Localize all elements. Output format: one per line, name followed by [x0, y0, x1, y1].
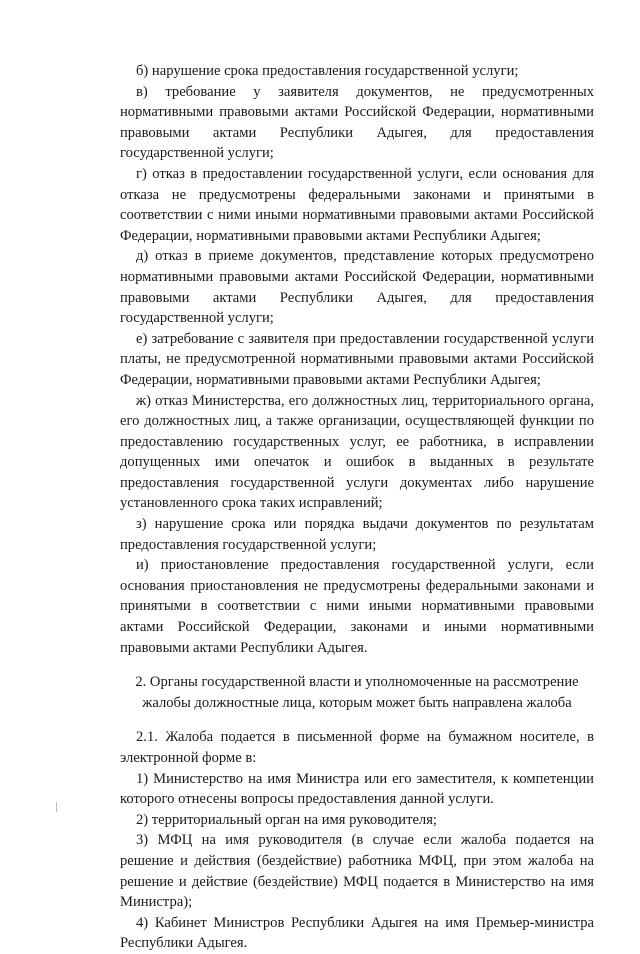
list-item-g: г) отказ в предоставлении государственной услуги, если основания для отказа не предусмотрены федеральными законами и принятыми в соответствии с ними иными нормативными правовыми актами Российской Федерации, нормативными правовыми актами Республики Адыгея; — [120, 165, 594, 244]
list-item-i: и) приостановление предоставления государственной услуги, если основания приостановления не предусмотрены федеральными законами и принятыми в соответствии с ними иными нормативными правовыми актами Российской Федерации, законами и иными нормативными правовыми актами Республики Адыгея. — [120, 557, 594, 656]
list-item-b: б) нарушение срока предоставления государственной услуги; — [136, 63, 519, 79]
section-heading: 2. Органы государственной власти и уполномоченные на рассмотрение жалобы должностные лица, которым может быть направлена жалоба — [135, 674, 579, 711]
list-item-z: з) нарушение срока или порядка выдачи документов по результатам предоставления государственной услуги; — [120, 516, 594, 553]
section-spacer-bottom — [120, 713, 594, 727]
scan-mark — [56, 802, 57, 812]
list-item-d: д) отказ в приеме документов, представление которых предусмотрено нормативными правовыми актами Российской Федерации, нормативными правовыми актами Республики Адыгея, для предоставления государственной услуги; — [120, 248, 594, 327]
list-item-zh: ж) отказ Министерства, его должностных лиц, территориального органа, его должностных лиц, а также организации, осуществляющей функции по предоставлению государственных услуг, ее работника, в исправлении допущенных ими опечаток и ошибок в выданных в результате предоставления государственной услуги документах либо нарушение установленного срока таких исправлений; — [120, 392, 594, 512]
intro-paragraph: 2.1. Жалоба подается в письменной форме на бумажном носителе, в электронной форме в: — [120, 729, 594, 766]
recipient-item-3: 3) МФЦ на имя руководителя (в случае если жалоба подается на решение и действия (бездействие) работника МФЦ, при этом жалоба на решение и действие (бездействие) МФЦ подается в Министерство на имя Министра); — [120, 832, 594, 911]
recipient-item-2: 2) территориальный орган на имя руководителя; — [136, 811, 437, 828]
recipient-item-1: 1) Министерство на имя Министра или его заместителя, к компетенции которого отнесены вопросы предоставления данной услуги. — [120, 770, 594, 808]
recipient-item-4: 4) Кабинет Министров Республики Адыгея на имя Премьер-министра Республики Адыгея. — [120, 914, 594, 952]
section-spacer-top — [120, 658, 594, 672]
list-item-v: в) требование у заявителя документов, не предусмотренных нормативными правовыми актами Российской Федерации, нормативными правовыми актами Республики Адыгея, для предоставления государственной услуги; — [120, 83, 594, 162]
document-body — [120, 61, 594, 954]
list-item-e: е) затребование с заявителя при предоставлении государственной услуги платы, не предусмотренной нормативными правовыми актами Российской Федерации, нормативными правовыми актами Республики Адыгея; — [120, 330, 594, 388]
